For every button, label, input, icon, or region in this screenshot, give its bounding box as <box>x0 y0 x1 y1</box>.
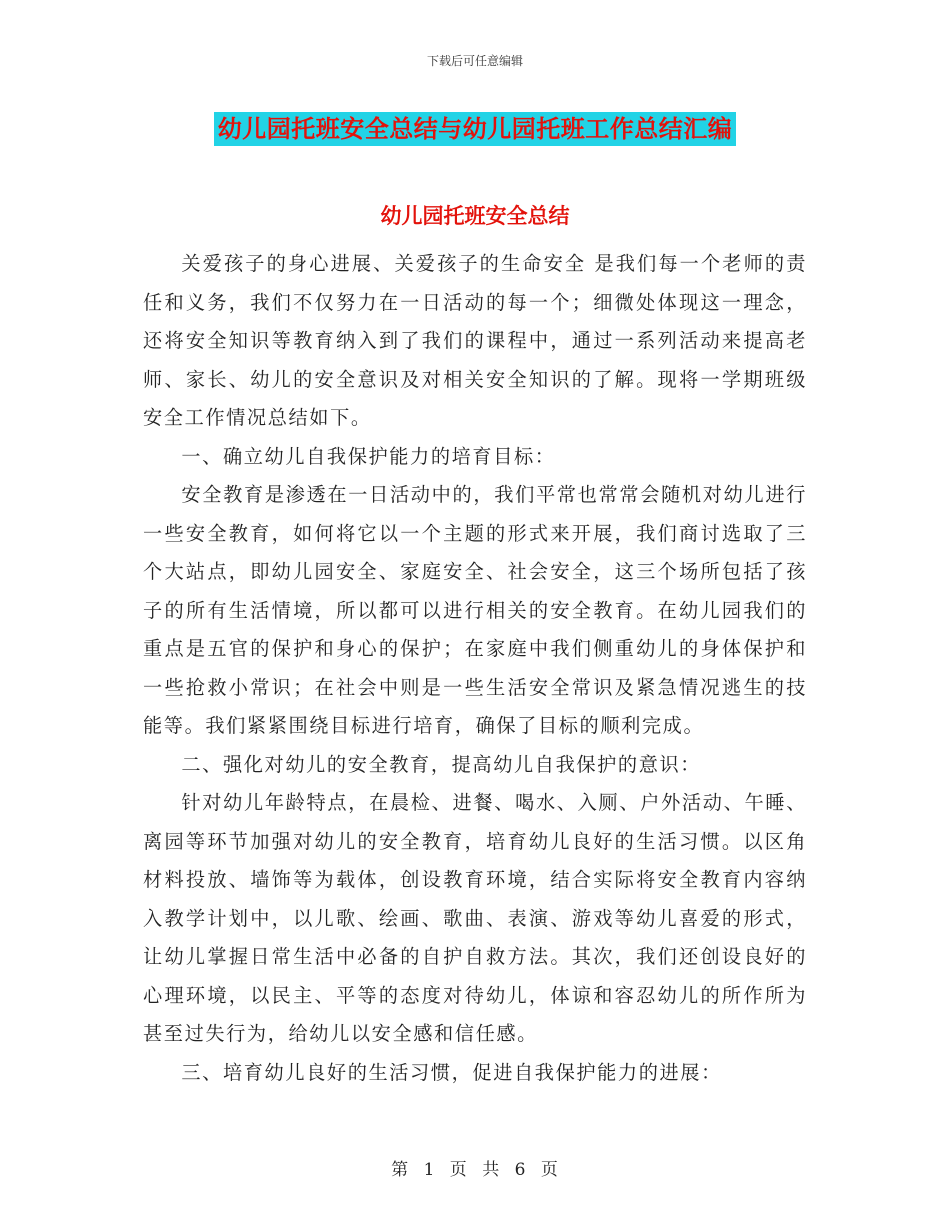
footer-label-prefix: 第 <box>391 1160 410 1180</box>
header-note: 下载后可任意编辑 <box>426 54 523 68</box>
paragraph: 三、培育幼儿良好的生活习惯，促进自我保护能力的进展： <box>181 1060 722 1084</box>
footer-label-total: 共 <box>482 1160 501 1180</box>
footer-label-page-end: 页 <box>540 1160 559 1180</box>
page-footer <box>0 1155 950 1180</box>
main-title: 幼儿园托班安全总结与幼儿园托班工作总结汇编 <box>214 112 737 146</box>
main-title-wrap <box>0 112 950 146</box>
paragraph: 一、确立幼儿自我保护能力的培育目标： <box>181 444 556 468</box>
footer-page-number: 1 <box>423 1160 436 1180</box>
paragraph: 安全教育是渗透在一日活动中的，我们平常也常常会随机对幼儿进行一些安全教育，如何将它以一个主题的形式来开展，我们商讨选取了三个大站点，即幼儿园安全、家庭安全、社会安全，这三个场所包括了孩子的所有生活情境，所以都可以进行相关的安全教育。在幼儿园我们的重点是五官的保护和身心的保护；在家庭中我们侧重幼儿的身体保护和一些抢救小常识；在社会中则是一些生活安全常识及紧急情况逃生的技能等。我们紧紧围绕目标进行培育，确保了目标的顺利完成。 <box>143 483 807 737</box>
paragraph: 二、强化对幼儿的安全教育，提高幼儿自我保护的意识： <box>181 752 702 776</box>
body-text <box>143 245 807 1092</box>
section-title: 幼儿园托班安全总结 <box>380 203 570 228</box>
paragraph: 针对幼儿年龄特点，在晨检、进餐、喝水、入厕、户外活动、午睡、离园等环节加强对幼儿的安全教育，培育幼儿良好的生活习惯。以区角材料投放、墙饰等为载体，创设教育环境，结合实际将安全教育内容纳入教学计划中，以儿歌、绘画、歌曲、表演、游戏等幼儿喜爱的形式，让幼儿掌握日常生活中必备的自护自救方法。其次，我们还创设良好的心理环境，以民主、平等的态度对待幼儿，体谅和容忍幼儿的所作所为甚至过失行为，给幼儿以安全感和信任感。 <box>143 791 807 1045</box>
footer-label-page: 页 <box>449 1160 468 1180</box>
paragraph: 关爱孩子的身心进展、关爱孩子的生命安全 是我们每一个老师的责任和义务，我们不仅努力在一日活动的每一个；细微处体现这一理念，还将安全知识等教育纳入到了我们的课程中，通过一系列活动来提高老师、家长、幼儿的安全意识及对相关安全知识的了解。现将一学期班级安全工作情况总结如下。 <box>143 252 807 429</box>
footer-total-pages: 6 <box>514 1160 527 1180</box>
